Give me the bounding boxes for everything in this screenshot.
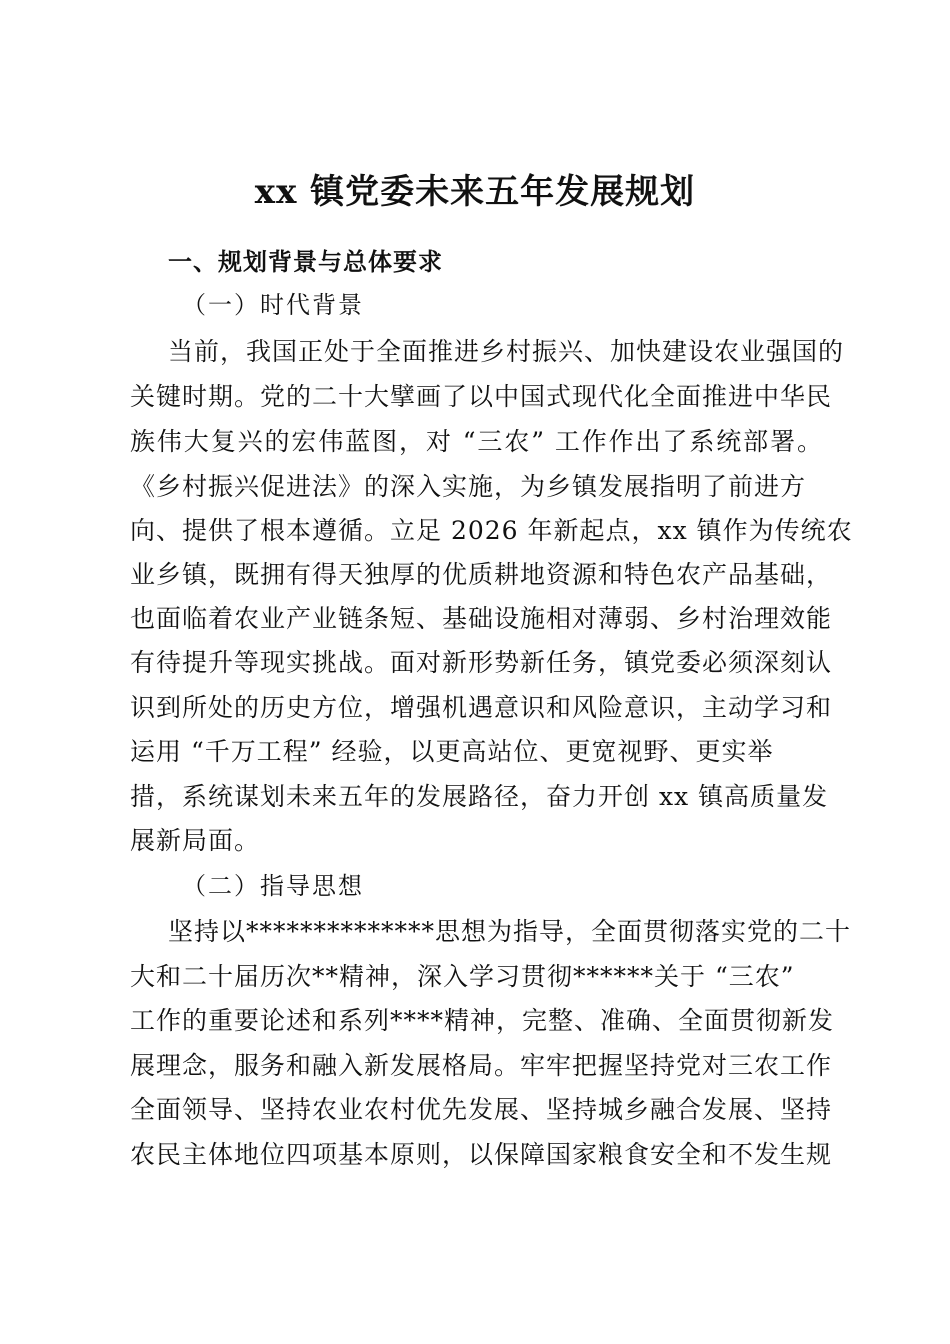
paragraph-line: 也面临着农业产业链条短、基础设施相对薄弱、乡村治理效能 — [130, 604, 833, 633]
paragraph-line: 措，系统谋划未来五年的发展路径，奋力开创 xx 镇高质量发 — [130, 782, 829, 811]
subsection-heading: （一）时代背景 — [182, 291, 364, 319]
paragraph-line: 有待提升等现实挑战。面对新形势新任务，镇党委必须深刻认 — [130, 648, 833, 677]
paragraph-line: 坚持以**************思想为指导，全面贯彻落实党的二十 — [168, 917, 852, 946]
section-heading: 一、规划背景与总体要求 — [168, 247, 443, 276]
paragraph-line: 展新局面。 — [130, 826, 261, 855]
document-title: xx 镇党委未来五年发展规划 — [254, 172, 696, 212]
paragraph-line: 《乡村振兴促进法》的深入实施，为乡镇发展指明了前进方 — [130, 472, 807, 501]
paragraph-line: 识到所处的历史方位，增强机遇意识和风险意识，主动学习和 — [130, 693, 833, 722]
paragraph-line: 展理念，服务和融入新发展格局。牢牢把握坚持党对三农工作 — [130, 1051, 833, 1080]
paragraph-line: 全面领导、坚持农业农村优先发展、坚持城乡融合发展、坚持 — [130, 1095, 833, 1124]
paragraph-line: 工作的重要论述和系列****精神，完整、准确、全面贯彻新发 — [130, 1006, 835, 1035]
paragraph-line: 关键时期。党的二十大擘画了以中国式现代化全面推进中华民 — [130, 382, 833, 411]
paragraph-line: 族伟大复兴的宏伟蓝图，对 “三农” 工作作出了系统部署。 — [130, 427, 823, 456]
paragraph-line: 运用 “千万工程” 经验，以更高站位、更宽视野、更实举 — [130, 737, 774, 766]
subsection-heading: （二）指导思想 — [182, 872, 364, 900]
paragraph-line: 农民主体地位四项基本原则，以保障国家粮食安全和不发生规 — [130, 1140, 833, 1169]
paragraph-line: 向、提供了根本遵循。立足 2026 年新起点，xx 镇作为传统农 — [130, 516, 853, 545]
paragraph-line: 业乡镇，既拥有得天独厚的优质耕地资源和特色农产品基础， — [130, 560, 833, 589]
paragraph-line: 当前，我国正处于全面推进乡村振兴、加快建设农业强国的 — [168, 337, 845, 366]
paragraph-line: 大和二十届历次**精神，深入学习贯彻******关于 “三农” — [130, 962, 795, 991]
